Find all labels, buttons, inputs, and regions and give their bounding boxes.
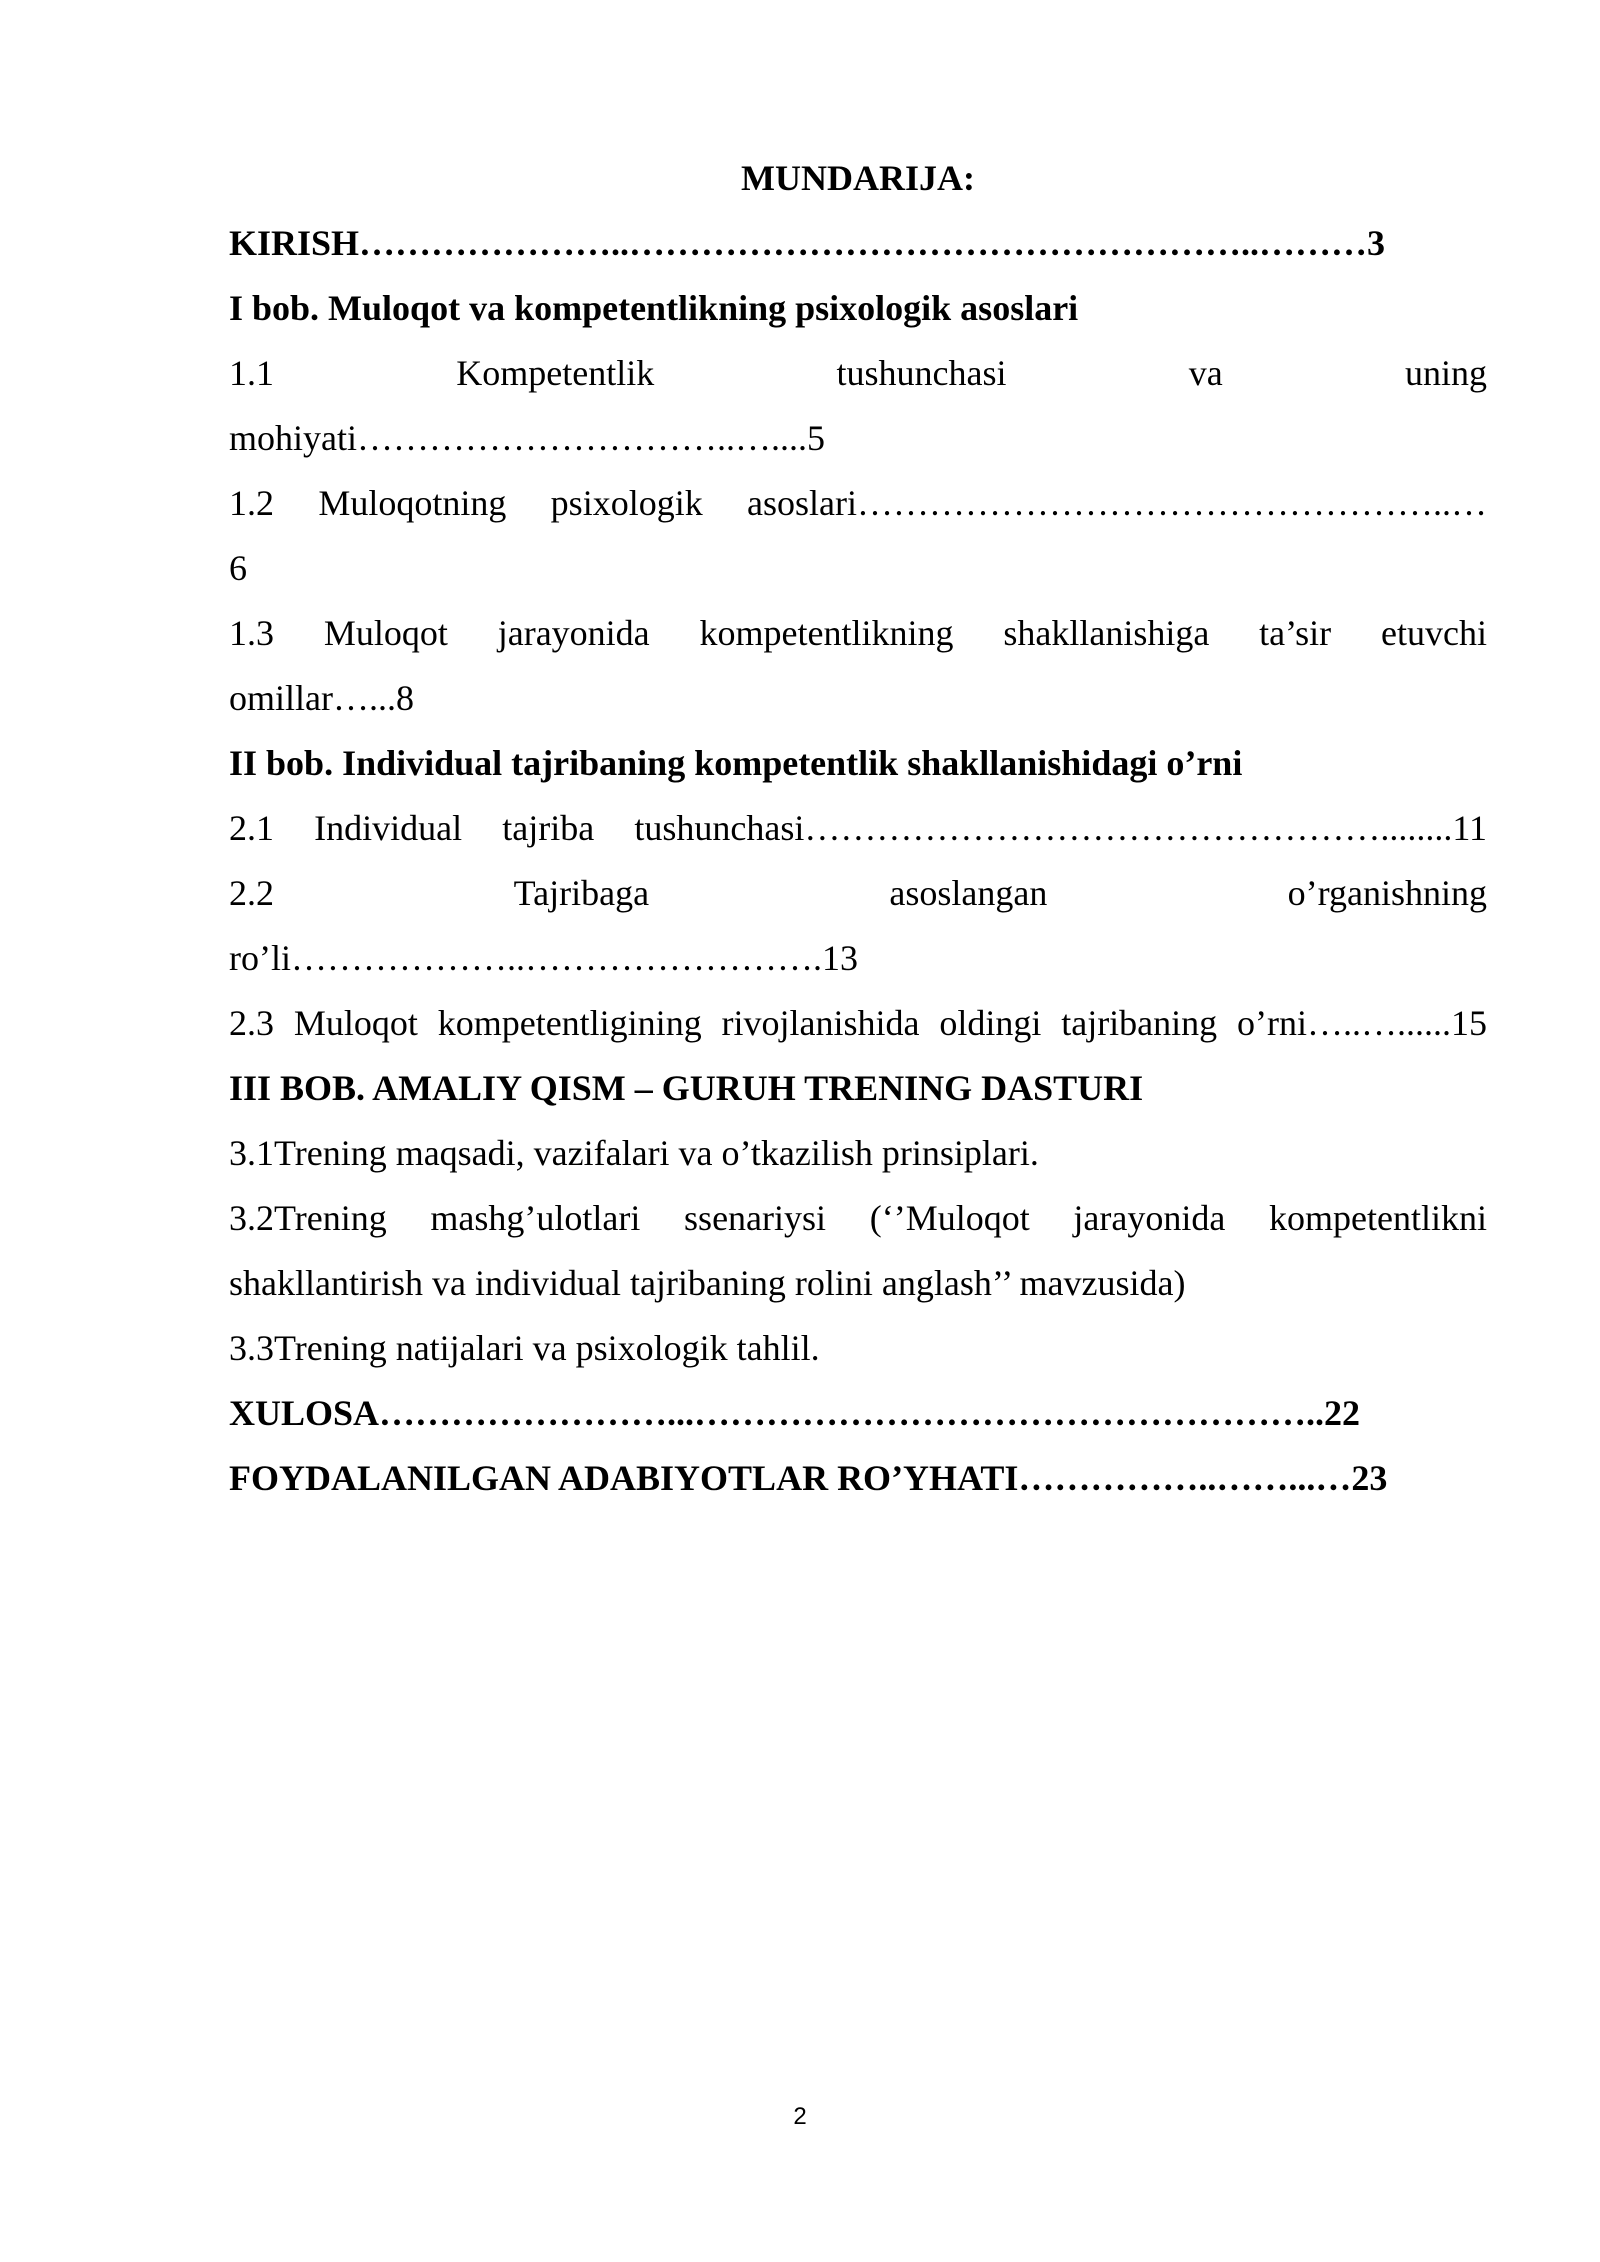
- toc-entry-adabiyotlar: FOYDALANILGAN ADABIYOTLAR RO’YHATI……………..……...…23: [229, 1458, 1388, 1498]
- toc-entry-1-1-line-1: 1.1 Kompetentlik tushunchasi va uning: [229, 353, 1487, 393]
- toc-chapter-1-heading: I bob. Muloqot va kompetentlikning psixologik asoslari: [229, 288, 1079, 328]
- toc-entry-1-3-line-1: 1.3 Muloqot jarayonida kompetentlikning shakllanishiga ta’sir etuvchi: [229, 613, 1487, 653]
- toc-entry-2-2-line-2: ro’li………………..…………………….13: [229, 938, 858, 978]
- toc-entry-1-2-line-1: 1.2 Muloqotning psixologik asoslari…………………………………………..…: [229, 483, 1487, 523]
- toc-chapter-3-heading: III BOB. AMALIY QISM – GURUH TRENING DASTURI: [229, 1068, 1144, 1108]
- toc-entry-1-2-line-2: 6: [229, 548, 247, 588]
- toc-entry-1-1-line-2: mohiyati…………………………..…....5: [229, 418, 825, 458]
- toc-entry-3-2-line-1: 3.2Trening mashg’ulotlari ssenariysi (‘’Muloqot jarayonida kompetentlikni: [229, 1198, 1487, 1238]
- toc-entry-xulosa: XULOSA……………………...……………………………………………..22: [229, 1393, 1361, 1433]
- toc-title: MUNDARIJA:: [741, 158, 975, 198]
- toc-entry-3-2-line-2: shakllantirish va individual tajribaning rolini anglash’’ mavzusida): [229, 1263, 1186, 1303]
- toc-entry-2-2-line-1: 2.2 Tajribaga asoslangan o’rganishning: [229, 873, 1487, 913]
- toc-entry-3-3: 3.3Trening natijalari va psixologik tahlil.: [229, 1328, 820, 1368]
- toc-chapter-2-heading: II bob. Individual tajribaning kompetentlik shakllanishidagi o’rni: [229, 743, 1243, 783]
- toc-entry-1-3-line-2: omillar…...8: [229, 678, 414, 718]
- toc-entry-2-3: 2.3 Muloqot kompetentligining rivojlanishida oldingi tajribaning o’rni…..…......15: [229, 1003, 1487, 1043]
- toc-entry-2-1: 2.1 Individual tajriba tushunchasi…………………………………………........11: [229, 808, 1487, 848]
- toc-entry-kirish: KIRISH…………………..……………………………………………..………3: [229, 223, 1386, 263]
- page-number: 2: [793, 2103, 807, 2130]
- table-of-contents: [229, 146, 1487, 1511]
- toc-entry-3-1: 3.1Trening maqsadi, vazifalari va o’tkazilish prinsiplari.: [229, 1133, 1039, 1173]
